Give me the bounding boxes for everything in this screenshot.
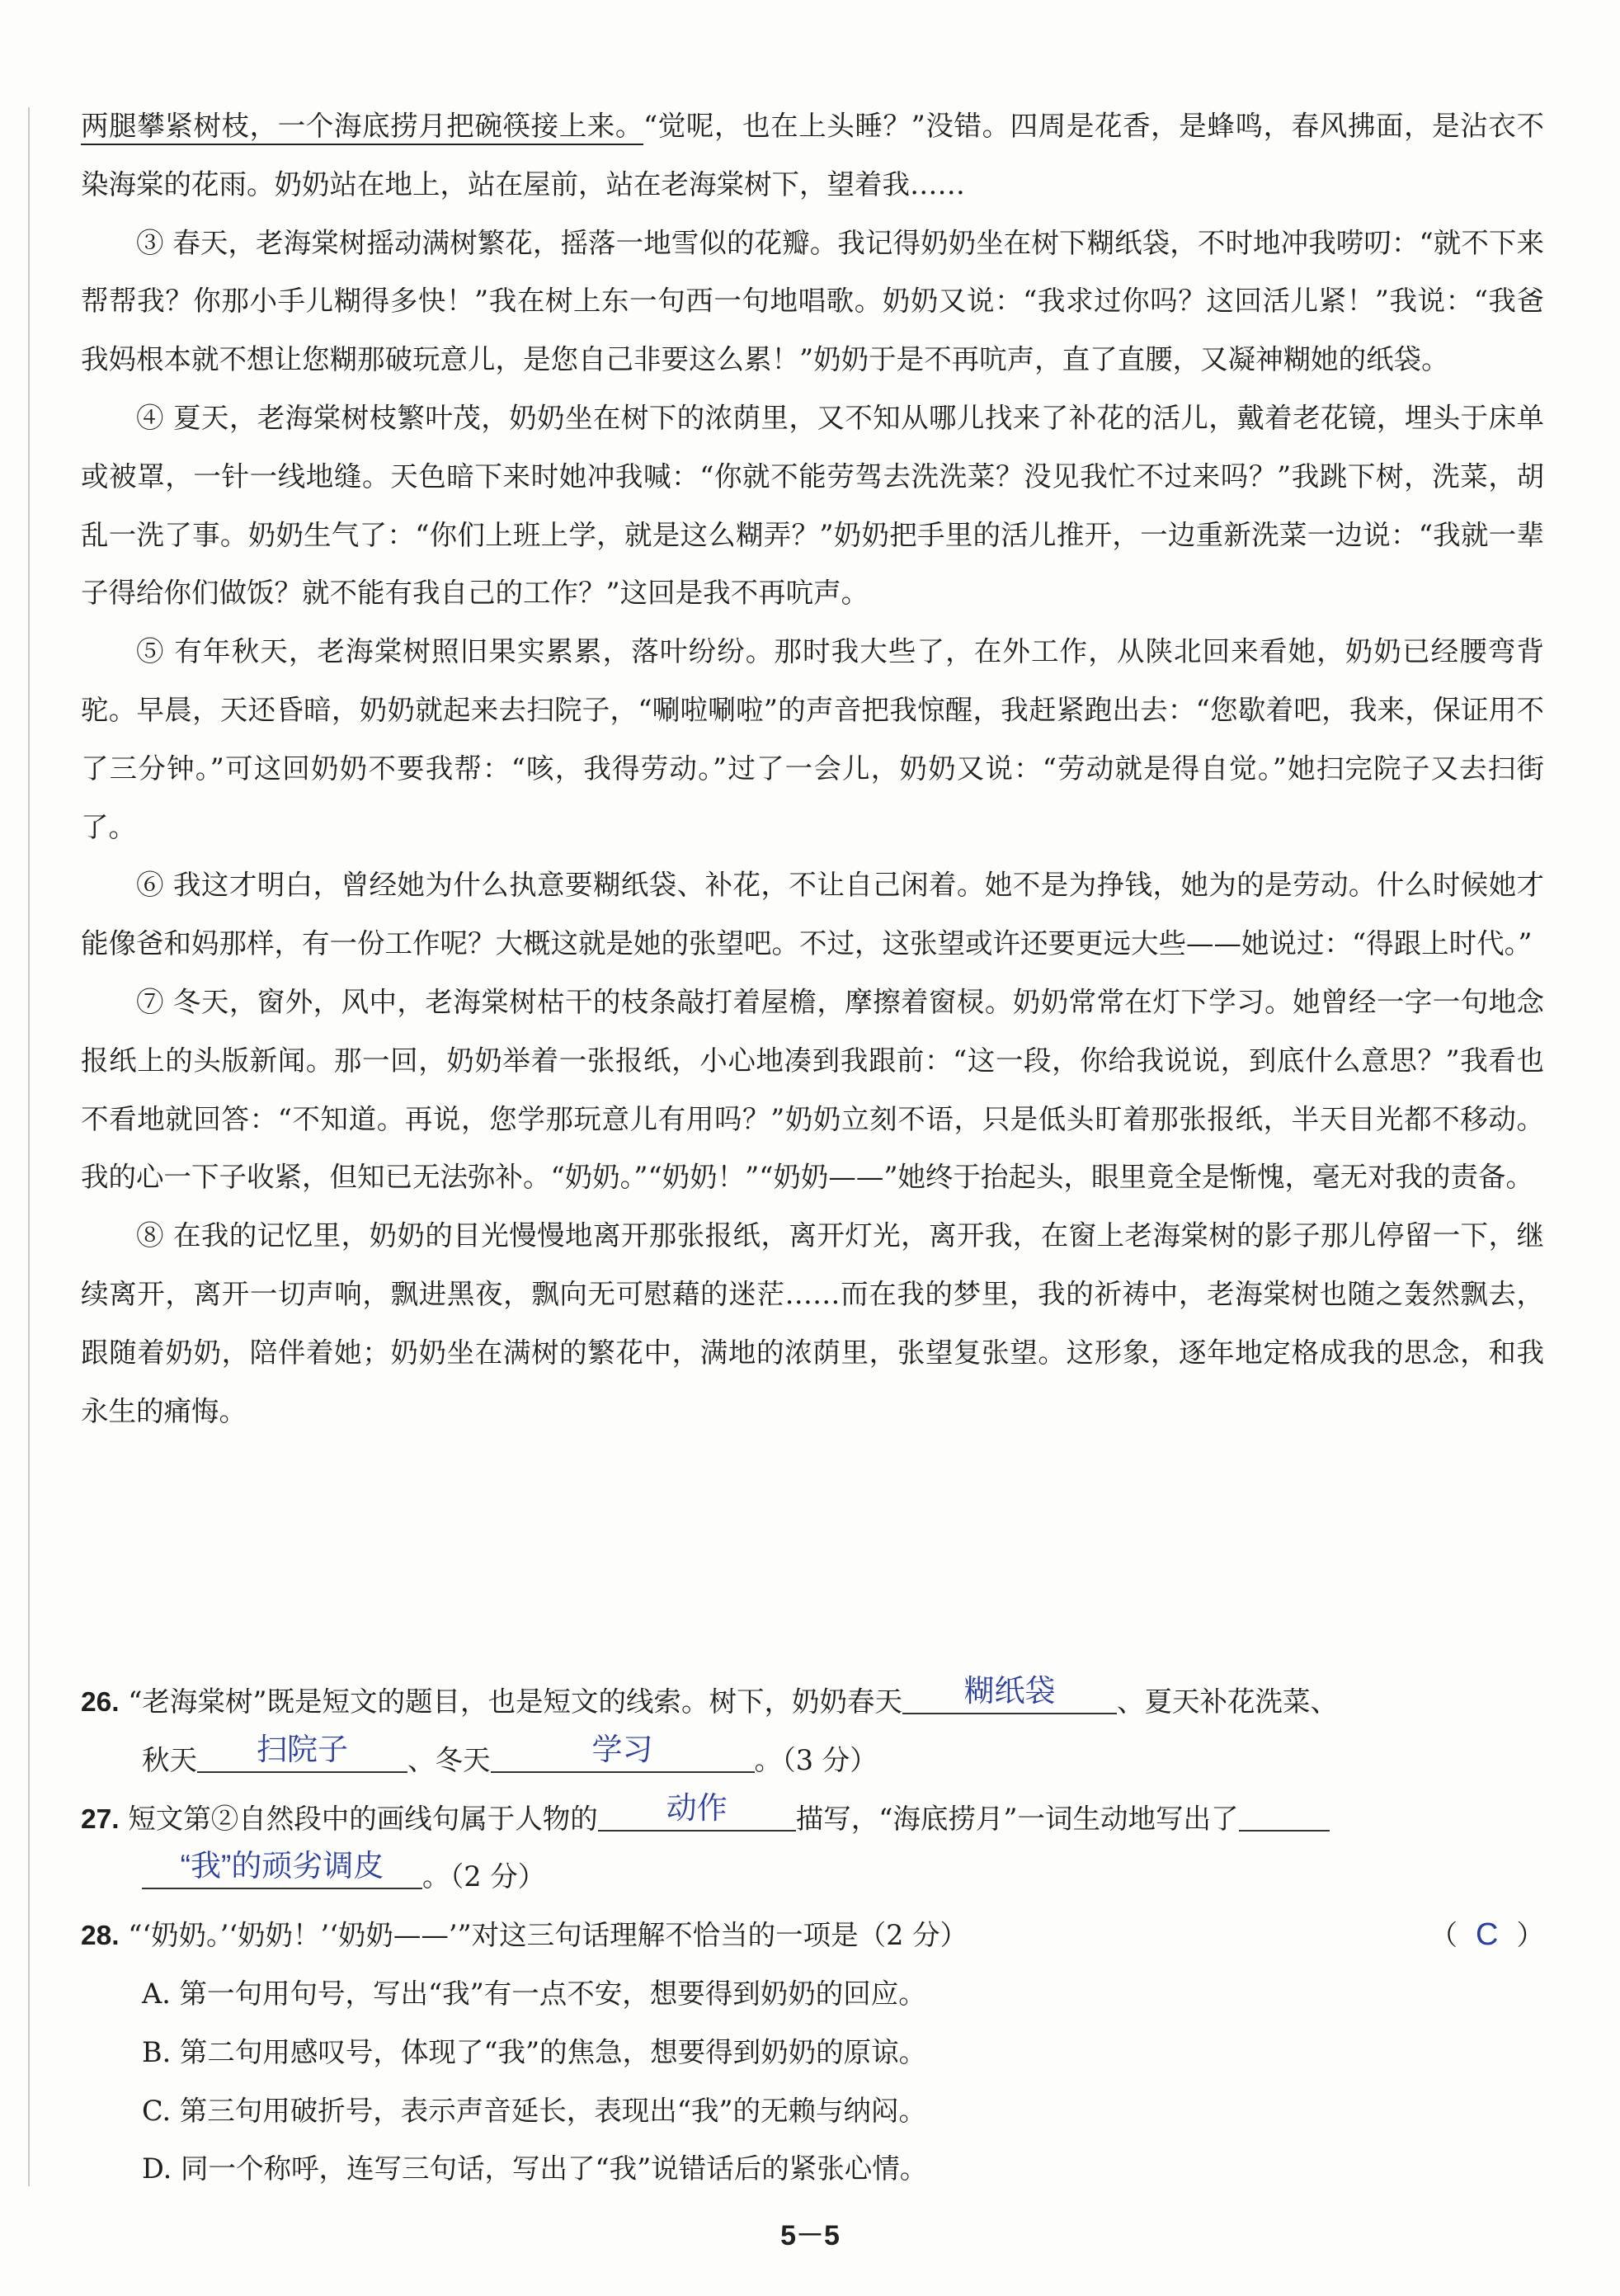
question-26-number: 26.	[81, 1687, 120, 1718]
question-26-text-a: “老海棠树”既是短文的题目，也是短文的线索。树下，奶奶春天	[128, 1685, 902, 1718]
bracket-open: （	[1429, 1919, 1458, 1952]
passage-intro-text: “觉呢，也在上头睡？”没错。四周是花香，是蜂鸣，春风拂面，是沾衣不染海棠的花雨。奶奶站在地上，站在屋前，站在老海棠树下，望着我……	[81, 110, 1544, 200]
passage-paragraph-4: ④ 夏天，老海棠树枝繁叶茂，奶奶坐在树下的浓荫里，又不知从哪儿找来了补花的活儿，戴着老花镜，埋头于床单或被罩，一针一线地缝。天色暗下来时她冲我喊：“你就不能劳驾去洗洗菜？没见我忙不过来吗？”我跳下树，洗菜，胡乱一洗了事。奶奶生气了：“你们上班上学，就是这么糊弄？”奶奶把手里的活儿推开，一边重新洗菜一边说：“我就一辈子得给你们做饭？就不能有我自己的工作？”这回是我不再吭声。	[81, 401, 1545, 610]
question-27-text-c: 。（2 分）	[422, 1860, 546, 1893]
option-c[interactable]: C. 第三句用破折号，表示声音延长，表现出“我”的无赖与纳闷。	[142, 2094, 926, 2127]
passage-paragraph-7: ⑦ 冬天，窗外，风中，老海棠树枯干的枝条敲打着屋檐，摩擦着窗棂。奶奶常常在灯下学习。她曾经一字一句地念报纸上的头版新闻。那一回，奶奶举着一张报纸，小心地凑到我跟前：“这一段，你给我说说，到底什么意思？”我看也不看地就回答：“不知道。再说，您学那玩意儿有用吗？”奶奶立刻不语，只是低头盯着那张报纸，半天目光都不移动。我的心一下子收紧，但知已无法弥补。“奶奶。”“奶奶！”“奶奶——”她终于抬起头，眼里竟全是惭愧，毫无对我的责备。	[81, 985, 1544, 1194]
answer-autumn: 扫院子	[257, 1732, 348, 1766]
page-number: 5－5	[780, 2220, 840, 2251]
question-27-number: 27.	[81, 1803, 120, 1835]
answer-blank-spring[interactable]	[902, 1676, 1117, 1714]
question-26-line-2	[142, 1732, 1544, 1790]
bracket-close: ）	[1516, 1919, 1544, 1952]
answer-blank-trailing	[1239, 1794, 1330, 1832]
question-27-text-a: 短文第②自然段中的画线句属于人物的	[128, 1802, 598, 1835]
question-27-line-2	[142, 1848, 1544, 1907]
answer-bracket[interactable]	[1430, 1907, 1544, 1965]
answer-blank-description-type[interactable]	[598, 1790, 796, 1832]
answer-spring: 糊纸袋	[963, 1674, 1056, 1708]
option-d[interactable]: D. 同一个称呼，连写三句话，写出了“我”说错话后的紧张心情。	[142, 2152, 928, 2185]
question-28-text: “‘奶奶。’‘奶奶！’‘奶奶——’”对这三句话理解不恰当的一项是（2 分）	[128, 1919, 968, 1952]
passage-paragraph-6: ⑥ 我这才明白，曾经她为什么执意要糊纸袋、补花，不让自己闲着。她不是为挣钱，她为的是劳动。什么时候她才能像爸和妈那样，有一份工作呢？大概这就是她的张望吧。不过，这张望或许还要更远大些——她说过：“得跟上时代。”	[81, 869, 1544, 960]
answer-description-type: 动作	[666, 1790, 728, 1825]
passage-intro	[81, 97, 1544, 215]
question-28	[81, 1907, 1544, 1966]
question-26-text-d: 、冬天	[407, 1743, 491, 1776]
question-28-number: 28.	[81, 1921, 120, 1952]
passage-paragraph-8: ⑧ 在我的记忆里，奶奶的目光慢慢地离开那张报纸，离开灯光，离开我，在窗上老海棠树的影子那儿停留一下，继续离开，离开一切声响，飘进黑夜，飘向无可慰藉的迷茫……而在我的梦里，我的祈祷中，老海棠树也随之轰然飘去，跟随着奶奶，陪伴着她；奶奶坐在满树的繁花中，满地的浓荫里，张望复张望。这形象，逐年地定格成我的思念，和我永生的痛悔。	[81, 1219, 1544, 1427]
question-27-text-b: 描写，“海底捞月”一词生动地写出了	[795, 1802, 1239, 1835]
answer-blank-winter[interactable]	[491, 1732, 755, 1773]
passage-paragraph-5: ⑤ 有年秋天，老海棠树照旧果实累累，落叶纷纷。那时我大些了，在外工作，从陕北回来看她，奶奶已经腰弯背驼。早晨，天还昏暗，奶奶就起来去扫院子，“唰啦唰啦”的声音把我惊醒，我赶紧跑出去：“您歇着吧，我来，保证用不了三分钟。”可这回奶奶不要我帮：“咳，我得劳动。”过了一会儿，奶奶又说：“劳动就是得自觉。”她扫完院子又去扫街了。	[81, 635, 1544, 843]
question-26-text-b: 、夏天补花洗菜、	[1117, 1685, 1338, 1718]
question-26-text-c: 秋天	[142, 1743, 197, 1776]
reading-passage	[81, 97, 1544, 1440]
answer-blank-autumn[interactable]	[197, 1732, 407, 1773]
binding-margin-line	[28, 107, 30, 2186]
option-a[interactable]: A. 第一句用句号，写出“我”有一点不安，想要得到奶奶的回应。	[142, 1978, 926, 2010]
passage-paragraph-3: ③ 春天，老海棠树摇动满树繁花，摇落一地雪似的花瓣。我记得奶奶坐在树下糊纸袋，不时地冲我唠叨：“就不下来帮帮我？你那小手儿糊得多快！”我在树上东一句西一句地唱歌。奶奶又说：“我求过你吗？这回活儿紧！”我说：“我爸我妈根本就不想让您糊那破玩意儿，是您自己非要这么累！”奶奶于是不再吭声，直了直腰，又凝神糊她的纸袋。	[81, 226, 1544, 376]
option-b[interactable]: B. 第二句用感叹号，体现了“我”的焦急，想要得到奶奶的原谅。	[142, 2035, 927, 2068]
question-27	[81, 1790, 1544, 1850]
answer-phrase-meaning: “我”的顽劣调皮	[180, 1849, 384, 1883]
answer-choice: C	[1476, 1917, 1499, 1953]
underlined-sentence: 两腿攀紧树枝，一个海底捞月把碗筷接上来。	[81, 110, 643, 145]
answer-blank-phrase-meaning[interactable]	[142, 1851, 422, 1889]
question-26	[81, 1673, 1544, 1733]
question-26-text-e: 。（3 分）	[754, 1743, 878, 1776]
answer-winter: 学习	[591, 1732, 653, 1766]
